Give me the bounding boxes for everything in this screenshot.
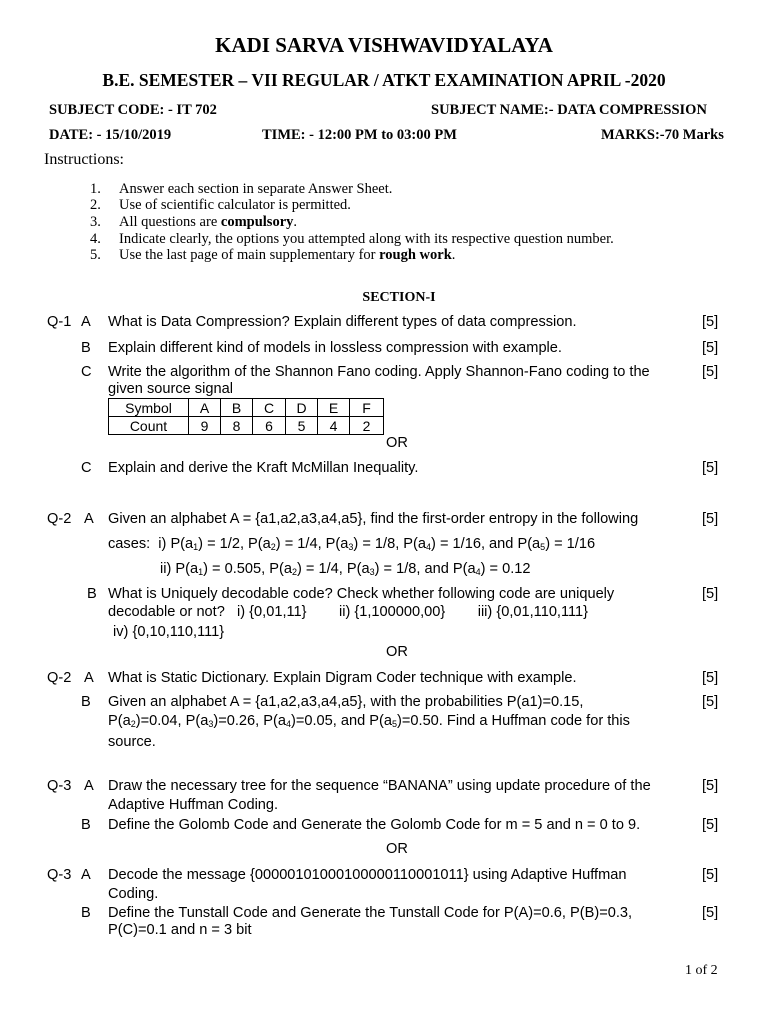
question-marks: [5] xyxy=(702,905,719,921)
exam-time: TIME: - 12:00 PM to 03:00 PM xyxy=(262,127,457,143)
question-marks: [5] xyxy=(702,460,719,476)
question-part-label: B xyxy=(81,817,91,833)
subject-code: SUBJECT CODE: - IT 702 xyxy=(49,102,217,118)
instruction-number: 2. xyxy=(90,197,101,213)
question-marks: [5] xyxy=(702,778,719,794)
question-part-label: A xyxy=(84,778,94,794)
question-part-label: B xyxy=(81,340,91,356)
question-text: P(C)=0.1 and n = 3 bit xyxy=(108,922,252,938)
question-marks: [5] xyxy=(702,364,719,380)
exam-marks: MARKS:-70 Marks xyxy=(601,127,724,143)
table-cell: 2 xyxy=(350,417,384,435)
subject-name: SUBJECT NAME:- DATA COMPRESSION xyxy=(431,102,707,118)
question-text: $P(a_2)=0.04$, $P(a_3)=0.26$, $P(a_4)=0.05$, and $P(a_5)=0.50$. Find a Huffman code for this xyxy=(108,713,630,729)
question-text: Explain and derive the Kraft McMillan Inequality. xyxy=(108,460,419,476)
question-text: What is Data Compression? Explain different types of data compression. xyxy=(108,314,577,330)
or-separator: OR xyxy=(386,435,408,451)
question-text: decodable or not? i) {0,01,11} ii) {1,100000,00} iii) {0,01,110,111} xyxy=(108,604,589,620)
question-part-label: A xyxy=(84,670,94,686)
table-cell: E xyxy=(318,399,350,417)
question-part-label: A xyxy=(81,867,91,883)
question-marks: [5] xyxy=(702,694,719,710)
question-text: iv) {0,10,110,111} xyxy=(113,624,225,640)
table-cell: D xyxy=(286,399,318,417)
table-cell: 8 xyxy=(221,417,253,435)
instruction-text: Use the last page of main supplementary for rough work. xyxy=(119,247,456,263)
table-cell: B xyxy=(221,399,253,417)
question-text: Explain different kind of models in lossless compression with example. xyxy=(108,340,562,356)
question-text: Adaptive Huffman Coding. xyxy=(108,797,279,813)
question-marks: [5] xyxy=(702,586,719,602)
question-marks: [5] xyxy=(702,867,719,883)
question-marks: [5] xyxy=(702,817,719,833)
instruction-number: 4. xyxy=(90,231,101,247)
question-part-label: B xyxy=(87,586,97,602)
or-separator: OR xyxy=(386,644,408,660)
question-part-label: C xyxy=(81,364,92,380)
table-cell: Symbol xyxy=(109,399,189,417)
table-cell: F xyxy=(350,399,384,417)
question-text: Draw the necessary tree for the sequence “BANANA” using update procedure of the xyxy=(108,778,651,794)
question-cases-i: cases: i) $P(a_1) = 1/2$, $P(a_2) = 1/4$, $P(a_3) = 1/8$, $P(a_4) = 1/16$, and $P(a_5) = 1/16$ xyxy=(108,536,596,552)
table-cell: C xyxy=(253,399,286,417)
question-part-label: B xyxy=(81,694,91,710)
instruction-text: Indicate clearly, the options you attempted along with its respective question number. xyxy=(119,231,614,247)
instructions-heading: Instructions: xyxy=(44,151,124,168)
question-number: Q-2 xyxy=(47,670,72,686)
question-text: Given an alphabet A = {a1,a2,a3,a4,a5}, find the first-order entropy in the following xyxy=(108,511,639,527)
page-number: 1 of 2 xyxy=(685,963,718,978)
instruction-number: 5. xyxy=(90,247,101,263)
question-marks: [5] xyxy=(702,670,719,686)
question-number: Q-3 xyxy=(47,778,72,794)
question-part-label: A xyxy=(84,511,94,527)
instruction-text: Answer each section in separate Answer Sheet. xyxy=(119,181,393,197)
question-cases-ii: ii) $P(a_1) = 0.505$, $P(a_2) = 1/4$, $P(a_3) = 1/8$, and $P(a_4) = 0.12$ xyxy=(160,561,531,577)
instruction-number: 3. xyxy=(90,214,101,230)
question-text: What is Static Dictionary. Explain Digram Coder technique with example. xyxy=(108,670,577,686)
question-number: Q-1 xyxy=(47,314,72,330)
table-row xyxy=(109,399,384,417)
question-text: Decode the message {00000101000100000110001011} using Adaptive Huffman xyxy=(108,867,627,883)
symbol-count-table xyxy=(108,398,384,435)
question-text: Given an alphabet A = {a1,a2,a3,a4,a5}, with the probabilities P(a1)=0.15, xyxy=(108,694,584,710)
question-text: What is Uniquely decodable code? Check whether following code are uniquely xyxy=(108,586,615,602)
question-part-label: C xyxy=(81,460,92,476)
question-text: Coding. xyxy=(108,886,159,902)
question-text: source. xyxy=(108,734,156,750)
table-cell: 9 xyxy=(189,417,221,435)
question-text: Define the Tunstall Code and Generate the Tunstall Code for P(A)=0.6, P(B)=0.3, xyxy=(108,905,633,921)
question-number: Q-2 xyxy=(47,511,72,527)
question-marks: [5] xyxy=(702,511,719,527)
question-number: Q-3 xyxy=(47,867,72,883)
instruction-text: Use of scientific calculator is permitted. xyxy=(119,197,351,213)
question-text: Write the algorithm of the Shannon Fano coding. Apply Shannon-Fano coding to the xyxy=(108,364,650,380)
table-row xyxy=(109,417,384,435)
or-separator: OR xyxy=(386,841,408,857)
university-title: KADI SARVA VISHWAVIDYALAYA xyxy=(215,33,553,57)
table-cell: A xyxy=(189,399,221,417)
instruction-number: 1. xyxy=(90,181,101,197)
instruction-text: All questions are compulsory. xyxy=(119,214,298,230)
table-cell: 6 xyxy=(253,417,286,435)
table-cell: 4 xyxy=(318,417,350,435)
question-text: Define the Golomb Code and Generate the Golomb Code for m = 5 and n = 0 to 9. xyxy=(108,817,641,833)
question-marks: [5] xyxy=(702,314,719,330)
table-cell: 5 xyxy=(286,417,318,435)
table-cell: Count xyxy=(109,417,189,435)
section-heading: SECTION-I xyxy=(362,290,436,305)
question-text: given source signal xyxy=(108,381,233,397)
exam-date: DATE: - 15/10/2019 xyxy=(49,127,172,143)
question-marks: [5] xyxy=(702,340,719,356)
question-part-label: B xyxy=(81,905,91,921)
exam-title: B.E. SEMESTER – VII REGULAR / ATKT EXAMINATION APRIL -2020 xyxy=(102,70,666,90)
question-part-label: A xyxy=(81,314,91,330)
